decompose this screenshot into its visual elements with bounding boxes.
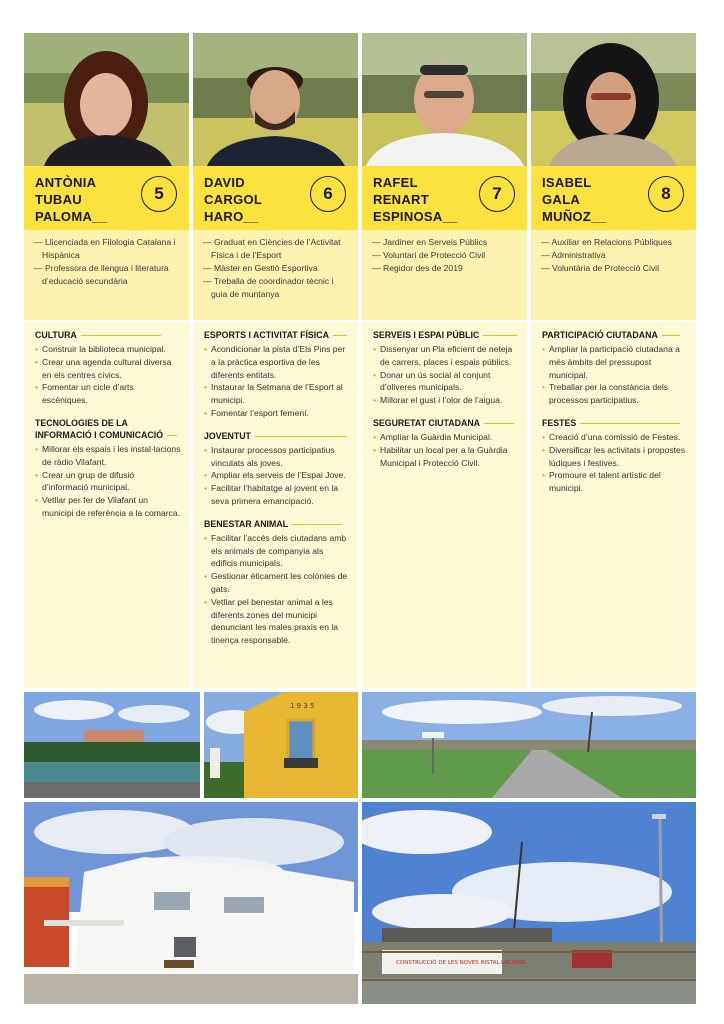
- candidate-program: [193, 322, 358, 688]
- program-section: [362, 407, 527, 469]
- candidate-surname-2: HARO__: [204, 209, 259, 224]
- photo-yellow-building: [204, 692, 358, 798]
- candidate-surname-1: RENART: [373, 192, 429, 207]
- program-item: • Dissenyar un Pla eficient de neteja de carrers, places i espais públics.: [373, 343, 519, 369]
- candidate-name-box: [362, 166, 527, 230]
- section-title: FESTES: [542, 417, 577, 428]
- program-item: • Fomentar un cicle d’arts escèniques.: [35, 381, 181, 407]
- bio-item: — Administrativa: [541, 249, 690, 262]
- title-underline: [483, 335, 517, 336]
- candidate-bio: [193, 230, 358, 320]
- photo-sports-court: [24, 692, 200, 798]
- title-underline: [662, 335, 680, 336]
- program-item: • Promoure el talent artístic del municipi.: [542, 469, 688, 495]
- program-item: • Facilitar l’accés dels ciutadans amb els animals de companyia als edificis municipals.: [204, 532, 350, 570]
- program-item: • Construir la biblioteca municipal.: [35, 343, 181, 356]
- building-plaque: 1 9 3 5: [290, 702, 315, 710]
- program-item: • Crear un grup de difusió d’informació municipal.: [35, 469, 181, 495]
- title-underline: [333, 335, 347, 336]
- candidate-bio: [531, 230, 696, 320]
- program-item: • Creació d’una comissió de Festes.: [542, 431, 688, 444]
- title-underline: [580, 423, 680, 424]
- section-title: TECNOLOGIES DE LA INFORMACIÓ I COMUNICACIÓ: [35, 417, 164, 440]
- program-section: [531, 322, 696, 407]
- candidate-number-badge: 8: [648, 176, 684, 212]
- title-underline: [81, 335, 161, 336]
- program-item: • Instaurar la Setmana de l’Esport al municipi.: [204, 381, 350, 407]
- bio-item: — Jardiner en Serveis Públics: [372, 236, 521, 249]
- candidate-program: [24, 322, 189, 688]
- photo-construction-site: [362, 802, 696, 1004]
- candidate-photo-rafel: [362, 33, 527, 166]
- title-underline: [484, 423, 514, 424]
- title-underline: [167, 435, 177, 436]
- candidate-name-box: [193, 166, 358, 230]
- candidate-photo-isabel: [531, 33, 696, 166]
- bio-item: — Regidor des de 2019: [372, 262, 521, 275]
- section-title: SEGURETAT CIUTADANA: [373, 417, 481, 428]
- candidate-number-badge: 5: [141, 176, 177, 212]
- program-item: • Crear una agenda cultural diversa en els centres cívics.: [35, 356, 181, 382]
- program-section: [193, 420, 358, 508]
- program-section: [24, 322, 189, 407]
- program-item: • Gestionar èticament les colònies de gats.: [204, 570, 350, 596]
- candidate-program: [362, 322, 527, 688]
- program-section: [193, 508, 358, 647]
- candidate-photo-antonia: [24, 33, 189, 166]
- candidate-surname-1: CARGOL: [204, 192, 263, 207]
- program-section: [531, 407, 696, 495]
- program-item: • Treballar per la constància dels processos participatius.: [542, 381, 688, 407]
- section-title: CULTURA: [35, 330, 77, 340]
- candidate-first-name: DAVID: [204, 175, 245, 190]
- photo-white-building: [24, 802, 358, 1004]
- candidate-photo-david: [193, 33, 358, 166]
- program-item: • Ampliar la participació ciutadana a més àmbits del pressupost municipal.: [542, 343, 688, 381]
- bio-item: — Professora de llengua i literatura d’educació secundària: [34, 262, 183, 288]
- bio-item: — Graduat en Ciències de l’Activitat Física i de l’Esport: [203, 236, 352, 262]
- candidate-name-box: [24, 166, 189, 230]
- program-section: [24, 407, 189, 520]
- photo-rural-path: [362, 692, 696, 798]
- program-item: • Habilitar un local per a la Guàrdia Municipal i Protecció Civil.: [373, 444, 519, 470]
- program-item: • Acondicionar la pista d’Els Pins per a la pràctica esportiva de les diferents entitats.: [204, 343, 350, 381]
- candidate-first-name: ISABEL: [542, 175, 592, 190]
- banner-text: CONSTRUCCIÓ DE LES NOVES INSTAL·LACIONS: [396, 960, 526, 966]
- section-title: BENESTAR ANIMAL: [204, 518, 289, 529]
- candidate-number-badge: 6: [310, 176, 346, 212]
- program-item: • Fomentar l’esport femení.: [204, 407, 350, 420]
- program-section: [193, 322, 358, 420]
- program-item: • Ampliar els serveis de l’Espai Jove.: [204, 469, 350, 482]
- bio-item: — Voluntari de Protecció Civil: [372, 249, 521, 262]
- program-item: • Facilitar l’habitatge al jovent en la seva primera emancipació.: [204, 482, 350, 508]
- program-item: • Vetllar pel benestar animal a les diferents zones del municipi denunciant les males praxis en la tinença responsable.: [204, 596, 350, 647]
- title-underline: [292, 524, 342, 525]
- bio-item: — Voluntària de Protecció Civil: [541, 262, 690, 275]
- candidate-bio: [362, 230, 527, 320]
- bio-item: — Llicenciada en Filologia Catalana i Hispànica: [34, 236, 183, 262]
- section-title: PARTICIPACIÓ CIUTADANA: [542, 330, 658, 340]
- section-title: SERVEIS I ESPAI PÚBLIC: [373, 330, 480, 340]
- candidate-surname-1: TUBAU: [35, 192, 82, 207]
- candidate-surname-2: PALOMA__: [35, 209, 108, 224]
- candidate-surname-1: GALA: [542, 192, 581, 207]
- candidate-program: [531, 322, 696, 688]
- title-underline: [255, 436, 347, 437]
- program-item: • Instaurar processos participatius vinculats als joves.: [204, 444, 350, 470]
- program-item: • Ampliar la Guàrdia Municipal.: [373, 431, 519, 444]
- candidate-first-name: ANTÒNIA: [35, 175, 97, 190]
- section-title: ESPORTS I ACTIVITAT FÍSICA: [204, 330, 329, 340]
- section-title: JOVENTUT: [204, 430, 251, 441]
- program-item: • Millorar el gust i l’olor de l’aigua.: [373, 394, 519, 407]
- program-section: [362, 322, 527, 407]
- candidate-first-name: RAFEL: [373, 175, 418, 190]
- bio-item: — Màster en Gestió Esportiva: [203, 262, 352, 275]
- bio-item: — Auxiliar en Relacions Públiques: [541, 236, 690, 249]
- program-item: • Donar un ús social al conjunt d’oliveres municipals.: [373, 369, 519, 395]
- candidate-number-badge: 7: [479, 176, 515, 212]
- program-item: • Diversificar les activitats i propostes lúdiques i festives.: [542, 444, 688, 470]
- program-item: • Millorar els espais i les instal·lacions de ràdio Vilafant.: [35, 443, 181, 469]
- candidate-bio: [24, 230, 189, 320]
- candidate-surname-2: MUÑOZ__: [542, 209, 607, 224]
- bio-item: — Treballa de coordinador tècnic i guia de muntanya: [203, 275, 352, 301]
- candidate-surname-2: ESPINOSA__: [373, 209, 458, 224]
- program-item: • Vetllar per fer de Vilafant un municipi de referència a la comarca.: [35, 494, 181, 520]
- candidate-name-box: [531, 166, 696, 230]
